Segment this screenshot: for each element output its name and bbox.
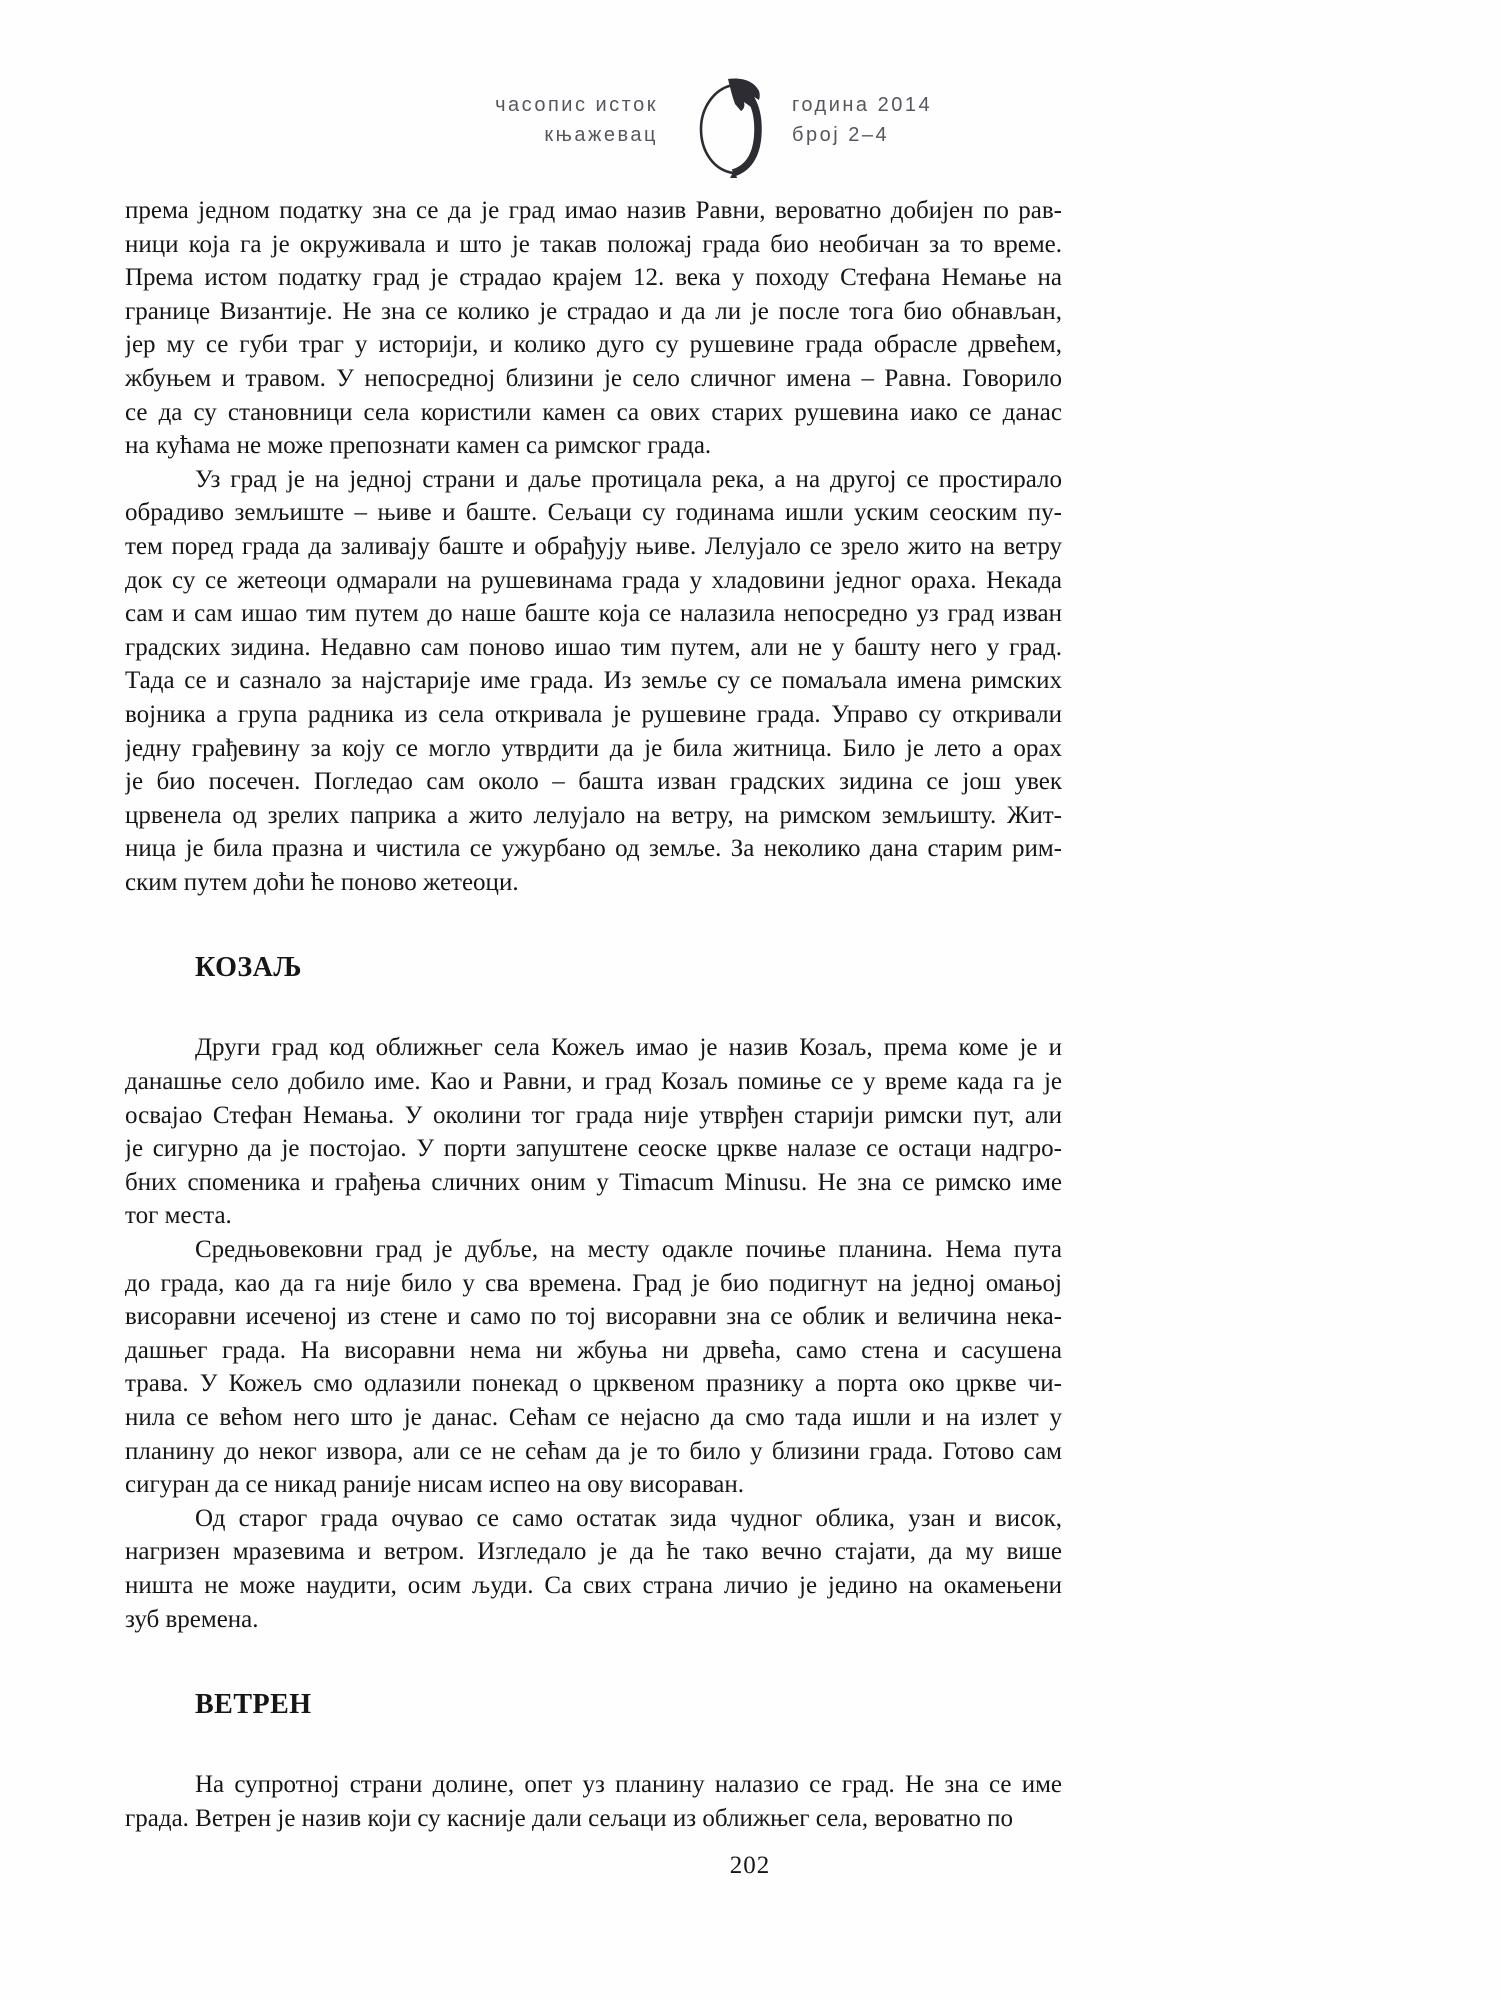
paragraph xyxy=(125,194,1062,463)
text-line: освајао Стефан Немања. У околини тог града није утврђен старији римски пут, али xyxy=(125,1101,1062,1129)
text-line: црвенела од зрелих паприка а жито лелујало на ветру, на римском земљишту. Жит- xyxy=(125,801,1062,829)
istok-oval-logo-icon xyxy=(690,78,768,178)
page-footer xyxy=(0,1852,1500,1880)
journal-masthead-right xyxy=(792,90,932,150)
page-number: 202 xyxy=(729,1852,771,1879)
text-line: планину до неког извора, али се не сећам да је то било у близини града. Готово сам xyxy=(125,1437,1062,1465)
year-label: година 2014 xyxy=(792,94,933,116)
text-line: висоравни исеченој из стене и само по тој висоравни зна се облик и величина нека- xyxy=(125,1303,1062,1331)
text-line: дашњег града. На висоравни нема ни жбуња ни дрвећа, само стена и сасушена xyxy=(125,1336,1062,1364)
text-line: данашње село добило име. Као и Равни, и град Козаљ помиње се у време када га је xyxy=(125,1068,1062,1096)
text-line: зуб времена. xyxy=(125,1605,259,1633)
paragraph xyxy=(125,1502,1062,1636)
text-line: бних споменика и грађења сличних оним у Timacum Minusu. Не зна се римско име xyxy=(125,1168,1062,1196)
text-line: На супротној страни долине, опет уз планину налазио се град. Не зна се име xyxy=(195,1771,1062,1799)
section-heading: ВЕТРЕН xyxy=(195,1689,312,1721)
issue-label: број 2–4 xyxy=(792,124,890,146)
paragraph xyxy=(125,1233,1062,1502)
paragraph xyxy=(125,1031,1062,1233)
text-line: Уз град је на једној страни и даље протицала река, а на другој се простирало xyxy=(195,465,1062,493)
paragraph xyxy=(125,463,1062,900)
text-line: ским путем доћи ће поново жетеоци. xyxy=(125,868,519,896)
text-line: сигуран да се никад раније нисам испео на ову висораван. xyxy=(125,1471,745,1499)
text-line: је био посечен. Погледао сам около – башта изван градских зидина се још увек xyxy=(125,768,1062,796)
journal-name: часопис исток xyxy=(495,94,658,116)
text-line: док су се жетеоци одмарали на рушевинама града у хладовини једног ораха. Некада xyxy=(125,566,1062,594)
text-line: градских зидина. Недавно сам поново ишао тим путем, али не у башту него у град. xyxy=(125,633,1062,661)
journal-masthead-left xyxy=(495,90,658,150)
text-line: Други град код оближњег села Кожељ имао је назив Козаљ, према коме је и xyxy=(195,1034,1062,1062)
text-line: сам и сам ишао тим путем до наше баште која се налазила непосредно уз град изван xyxy=(125,600,1062,628)
section-heading: КОЗАЉ xyxy=(195,952,302,984)
text-line: Тада се и сазнало за најстарије име града. Из земље су се помаљала имена римских xyxy=(125,667,1062,695)
text-line: ница је била празна и чистила се ужурбано од земље. За неколико дана старим рим- xyxy=(125,835,1062,863)
text-line: тем поред града да заливају баште и обрађују њиве. Лелујало се зрело жито на ветру xyxy=(125,532,1062,560)
paragraph xyxy=(125,1768,1062,1835)
text-line: према једном податку зна се да је град имао назив Равни, вероватно добијен по рав- xyxy=(125,197,1062,224)
text-line: града. Ветрен је назив који су касније дали сељаци из оближњег села, вероватно по xyxy=(125,1804,1013,1832)
text-line: до града, као да га није било у сва времена. Град је био подигнут на једној омањој xyxy=(125,1269,1062,1297)
text-line: нагризен мразевима и ветром. Изгледало је да ће тако вечно стајати, да му више xyxy=(125,1538,1062,1566)
text-line: је сигурно да је постојао. У порти запуштене сеоске цркве налазе се остаци надгро- xyxy=(125,1135,1062,1163)
text-line: границе Византије. Не зна се колико је страдао и да ли је после тога био обнављан, xyxy=(125,297,1062,325)
text-line: обрадиво земљиште – њиве и баште. Сељаци су годинама ишли уским сеоским пу- xyxy=(125,499,1062,527)
text-block xyxy=(125,194,1062,1835)
text-line: ници која га је окруживала и што је такав положај града био необичан за то време. xyxy=(125,230,1062,258)
text-line: Средњовековни град је дубље, на месту одакле почиње планина. Нема пута xyxy=(195,1236,1062,1264)
text-line: тог места. xyxy=(125,1202,232,1230)
page-header xyxy=(0,88,1500,188)
text-line: трава. У Кожељ смо одлазили понекад о црквеном празнику а порта око цркве чи- xyxy=(125,1370,1062,1398)
text-line: ништа не може наудити, осим људи. Са свих страна личио је једино на окамењени xyxy=(125,1571,1062,1599)
text-line: се да су становници села користили камен са ових старих рушевина иако се данас xyxy=(125,398,1062,426)
text-line: јер му се губи траг у историји, и колико дуго су рушевине града обрасле дрвећем, xyxy=(125,331,1062,359)
text-line: нила се већом него што је данас. Сећам се нејасно да смо тада ишли и на излет у xyxy=(125,1404,1062,1431)
text-line: војника а група радника из села откривала је рушевине града. Управо су откривали xyxy=(125,700,1062,728)
text-line: Према истом податку град је страдао крајем 12. века у походу Стефана Немање на xyxy=(125,264,1062,292)
text-line: Од старог града очувао се само остатак зида чудног облика, узан и висок, xyxy=(195,1504,1062,1532)
text-line: на кућама не може препознати камен са римског града. xyxy=(125,432,712,460)
text-line: једну грађевину за коју се могло утврдити да је била житница. Било је лето а орах xyxy=(125,734,1062,762)
journal-place: књажевац xyxy=(544,124,658,146)
text-line: жбуњем и травом. У непосредној близини је село сличног имена – Равна. Говорило xyxy=(125,364,1062,392)
